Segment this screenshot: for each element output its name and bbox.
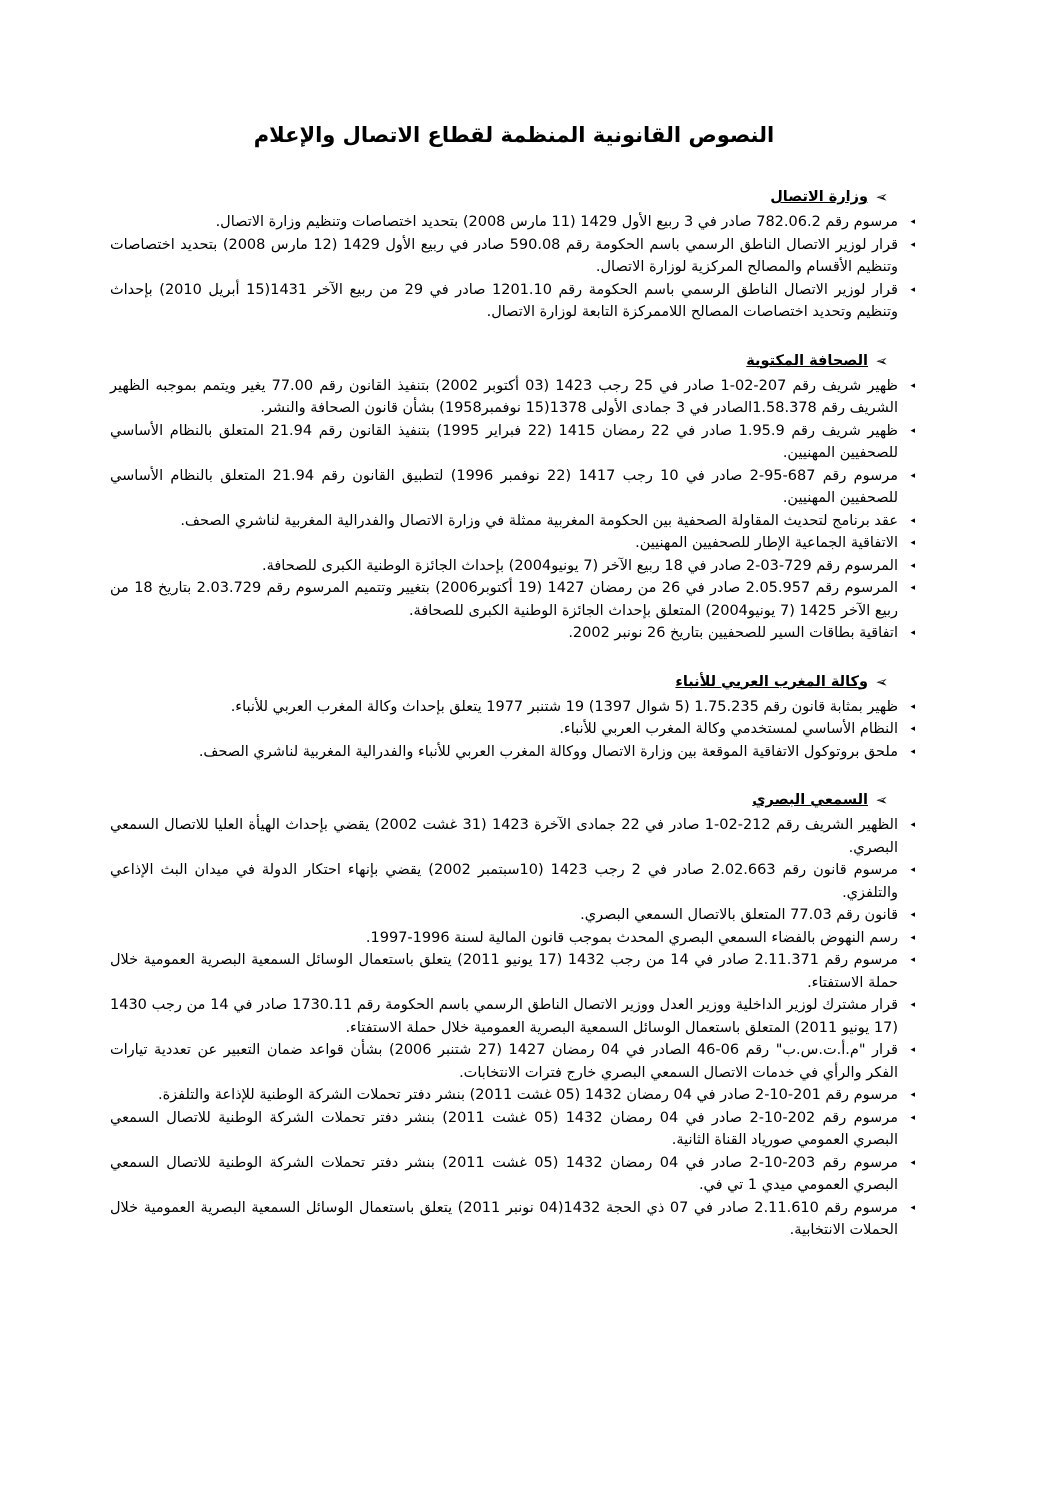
bullet-icon: ◂ xyxy=(910,865,915,875)
list-item-text: ملحق بروتوكول الاتفاقية الموقعة بين وزارة الاتصال ووكالة المغرب العربي للأنباء والفدرالية المغربية لناشري الصحف. xyxy=(198,743,898,760)
list-item xyxy=(110,1039,918,1084)
list-item xyxy=(110,465,918,510)
section-heading-label: الصحافة المكتوبة xyxy=(746,352,868,369)
bullet-icon: ◂ xyxy=(910,515,915,526)
bullet-icon: ◂ xyxy=(910,470,915,481)
bullet-icon: ◂ xyxy=(910,1090,915,1100)
list-item xyxy=(110,1197,918,1242)
list-item xyxy=(110,279,918,324)
arrow-bullet-icon: ➢ xyxy=(875,791,889,809)
bullet-icon: ◂ xyxy=(910,560,915,571)
bullet-icon: ◂ xyxy=(910,701,915,712)
section-heading-label: وكالة المغرب العربي للأنباء xyxy=(675,673,868,690)
list-item-text: قرار لوزير الاتصال الناطق الرسمي باسم الحكومة رقم 1201.10 صادر في 29 من ربيع الآخر 1431(15 أبريل 2010) بإحداث وتنظيم وتحديد اختصاصات المصالح اللاممركزة التابعة لوزارة الاتصال. xyxy=(110,281,898,320)
bullet-icon: ◂ xyxy=(910,1157,915,1168)
list-item xyxy=(110,1107,918,1152)
section-heading xyxy=(110,789,890,811)
list-item-text: رسم النهوض بالفضاء السمعي البصري المحدث بموجب قانون المالية لسنة 1996-1997. xyxy=(365,929,898,946)
list-item-text: مرسوم رقم 782.06.2 صادر في 3 ربيع الأول 1429 (11 مارس 2008) بتحديد اختصاصات وتنظيم وزارة الاتصال. xyxy=(215,214,898,230)
list-item-text: النظام الأساسي لمستخدمي وكالة المغرب العربي للأنباء. xyxy=(559,721,898,737)
bullet-icon: ◂ xyxy=(910,1000,915,1010)
section xyxy=(110,789,918,1242)
list-item-text: قرار مشترك لوزير الداخلية ووزير العدل ووزير الاتصال الناطق الرسمي باسم الحكومة رقم 1730.11 صادر في 14 من رجب 1430 (17 يونيو 2011) المتعلق باستعمال الوسائل السمعية البصرية العمومية خلال حملة الاستفتاء. xyxy=(110,997,898,1036)
section-heading-label: وزارة الاتصال xyxy=(770,189,868,205)
list-item xyxy=(110,375,918,420)
list-item-text: ظهير بمثابة قانون رقم 1.75.235 (5 شوال 1397) 19 شتنبر 1977 يتعلق بإحداث وكالة المغرب العربي للأنباء. xyxy=(230,698,898,715)
page-title: النصوص القانونية المنظمة لقطاع الاتصال والإعلام xyxy=(253,123,775,147)
document-page xyxy=(110,120,918,1268)
list-item-text: الاتفاقية الجماعية الإطار للصحفيين المهنيين. xyxy=(635,535,898,551)
list-item-text: مرسوم قانون رقم 2.02.663 صادر في 2 رجب 1423 (10سبتمبر 2002) يقضي بإنهاء احتكار الدولة في ميدان البث الإذاعي والتلفزي. xyxy=(110,862,898,901)
bullet-icon: ◂ xyxy=(910,955,915,965)
bullet-icon: ◂ xyxy=(910,380,915,391)
bullet-icon: ◂ xyxy=(910,1045,915,1055)
list-item xyxy=(110,234,918,279)
section xyxy=(110,186,918,324)
section-item-list xyxy=(110,696,918,764)
bullet-icon: ◂ xyxy=(910,239,915,250)
list-item-text: مرسوم رقم 202-10-2 صادر في 04 رمضان 1432 (05 غشت 2011) بنشر دفتر تحملات الشركة الوطنية للاتصال السمعي البصري العمومي صورياد القناة الثانية. xyxy=(110,1109,898,1148)
bullet-icon: ◂ xyxy=(910,932,915,943)
section-item-list xyxy=(110,211,918,324)
list-item-text: قرار لوزير الاتصال الناطق الرسمي باسم الحكومة رقم 590.08 صادر في ربيع الأول 1429 (12 مارس 2008) بتحديد اختصاصات وتنظيم الأقسام والمصالح المركزية لوزارة الاتصال. xyxy=(110,236,898,275)
list-item xyxy=(110,859,918,904)
list-item xyxy=(110,211,918,234)
list-item xyxy=(110,1084,918,1107)
list-item-text: مرسوم رقم 203-10-2 صادر في 04 رمضان 1432 (05 غشت 2011) بنشر دفتر تحملات الشركة الوطنية للاتصال السمعي البصري العمومي ميدي 1 تي في. xyxy=(110,1154,898,1193)
list-item-text: قانون رقم 77.03 المتعلق بالاتصال السمعي البصري. xyxy=(580,907,898,923)
list-item xyxy=(110,577,918,622)
bullet-icon: ◂ xyxy=(910,1112,915,1123)
list-item xyxy=(110,510,918,533)
section-heading xyxy=(110,350,890,372)
list-item-text: المرسوم رقم 729-03-2 صادر في 18 ربيع الآخر (7 يونيو2004) بإحداث الجائزة الوطنية الكبرى للصحافة. xyxy=(261,557,898,574)
list-item-text: مرسوم رقم 2.11.610 صادر في 07 ذي الحجة 1432(04 نونبر 2011) يتعلق باستعمال الوسائل السمعية البصرية العمومية خلال الحملات الانتخابية. xyxy=(110,1199,899,1238)
bullet-icon: ◂ xyxy=(910,628,915,638)
bullet-icon: ◂ xyxy=(910,724,915,734)
bullet-icon: ◂ xyxy=(910,910,915,920)
list-item xyxy=(110,741,918,764)
section xyxy=(110,671,918,764)
list-item xyxy=(110,718,918,741)
list-item-text: ظهير شريف رقم 1.95.9 صادر في 22 رمضان 1415 (22 فبراير 1995) بتنفيذ القانون رقم 21.94 المتعلق بالنظام الأساسي للصحفيين المهنيين. xyxy=(110,422,898,461)
sections-container xyxy=(110,186,918,1242)
section-heading-label: السمعي البصري xyxy=(752,792,868,808)
section-heading xyxy=(110,186,890,208)
section-heading xyxy=(110,671,890,693)
list-item xyxy=(110,1152,918,1197)
section xyxy=(110,350,918,645)
bullet-icon: ◂ xyxy=(910,1202,915,1213)
section-item-list xyxy=(110,375,918,645)
list-item-text: الظهير الشريف رقم 212-02-1 صادر في 22 جمادى الآخرة 1423 (31 غشت 2002) يقضي بإحداث الهيأة العليا للاتصال السمعي البصري. xyxy=(110,817,898,856)
list-item-text: مرسوم رقم 2.11.371 صادر في 14 من رجب 1432 (17 يونيو 2011) يتعلق باستعمال الوسائل السمعية البصرية العمومية خلال حملة الاستفتاء. xyxy=(110,952,898,991)
bullet-icon: ◂ xyxy=(910,583,915,593)
bullet-icon: ◂ xyxy=(910,746,915,757)
list-item-text: ظهير شريف رقم 207-02-1 صادر في 25 رجب 1423 (03 أكتوبر 2002) بتنفيذ القانون رقم 77.00 يغير ويتمم بموجبه الظهير الشريف رقم 1.58.378الصادر في 3 جمادى الأولى 1378(15 نوفمبر1958) بشأن قانون الصحافة والنشر. xyxy=(110,377,898,416)
list-item xyxy=(110,532,918,555)
list-item xyxy=(110,904,918,927)
list-item-text: مرسوم رقم 201-10-2 صادر في 04 رمضان 1432 (05 غشت 2011) بنشر دفتر تحملات الشركة الوطنية للإذاعة والتلفزة. xyxy=(157,1087,898,1103)
bullet-icon: ◂ xyxy=(910,217,915,227)
bullet-icon: ◂ xyxy=(910,820,915,830)
arrow-bullet-icon: ➢ xyxy=(875,351,889,370)
list-item-text: قرار "م.أ.ت.س.ب" رقم 06-46 الصادر في 04 رمضان 1427 (27 شتنبر 2006) بشأن قواعد ضمان التعبير عن تعددية تيارات الفكر والرأي في خدمات الاتصال السمعي البصري خارج فترات الانتخابات. xyxy=(110,1042,898,1081)
bullet-icon: ◂ xyxy=(910,425,915,436)
list-item-text: اتفاقية بطاقات السير للصحفيين بتاريخ 26 نونبر 2002. xyxy=(568,625,898,641)
list-item xyxy=(110,622,918,645)
list-item xyxy=(110,949,918,994)
list-item-text: عقد برنامج لتحديث المقاولة الصحفية بين الحكومة المغربية ممثلة في وزارة الاتصال والفدرالية المغربية لناشري الصحف. xyxy=(180,512,898,529)
arrow-bullet-icon: ➢ xyxy=(875,672,889,691)
list-item-text: مرسوم رقم 687-95-2 صادر في 10 رجب 1417 (22 نوفمبر 1996) لتطبيق القانون رقم 21.94 المتعلق بالنظام الأساسي للصحفيين المهنيين. xyxy=(110,467,898,506)
list-item xyxy=(110,555,918,578)
bullet-icon: ◂ xyxy=(910,538,915,548)
list-item xyxy=(110,994,918,1039)
list-item xyxy=(110,927,918,950)
list-item xyxy=(110,696,918,719)
arrow-bullet-icon: ➢ xyxy=(875,188,889,206)
list-item xyxy=(110,814,918,859)
section-item-list xyxy=(110,814,918,1242)
list-item xyxy=(110,420,918,465)
list-item-text: المرسوم رقم 2.05.957 صادر في 26 من رمضان 1427 (19 أكتوبر2006) بتغيير وتتميم المرسوم رقم 2.03.729 بتاريخ 18 من ربيع الآخر 1425 (7 يونيو2004) المتعلق بإحداث الجائزة الوطنية الكبرى للصحافة. xyxy=(110,580,899,619)
bullet-icon: ◂ xyxy=(910,284,915,295)
